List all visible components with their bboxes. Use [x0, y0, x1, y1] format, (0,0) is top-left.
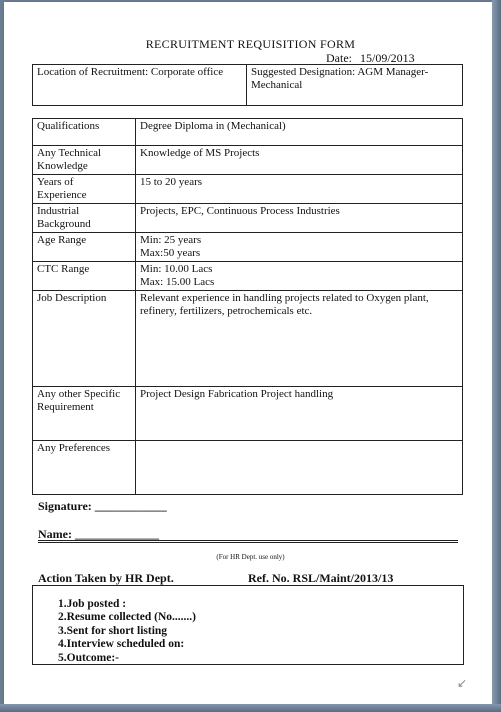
row-label: Any Preferences — [33, 441, 136, 495]
designation-cell: Suggested Designation: AGM Manager- Mechanical — [247, 65, 463, 106]
row-label: Qualifications — [33, 119, 136, 146]
date-label: Date: — [326, 51, 352, 65]
table-row — [33, 262, 463, 291]
table-row — [33, 387, 463, 441]
row-value: Project Design Fabrication Project handling — [136, 387, 463, 441]
hr-steps-list — [58, 598, 196, 665]
form-title: RECRUITMENT REQUISITION FORM — [145, 37, 356, 51]
row-label: Years of Experience — [33, 175, 136, 204]
table-row — [33, 204, 463, 233]
date-value: 15/09/2013 — [360, 51, 415, 65]
row-value: Knowledge of MS Projects — [136, 146, 463, 175]
list-item: 1.Job posted : — [58, 598, 127, 610]
viewer-background-bottom — [0, 704, 501, 712]
location-cell: Location of Recruitment: Corporate office — [33, 65, 247, 106]
row-label: CTC Range — [33, 262, 136, 291]
hr-note: (For HR Dept. use only) — [216, 553, 285, 561]
row-value: Relevant experience in handling projects related to Oxygen plant, refinery, fertilizers, petrochemicals etc. — [136, 291, 463, 387]
details-table — [32, 118, 463, 495]
row-value: Projects, EPC, Continuous Process Industries — [136, 204, 463, 233]
row-label: Any other Specific Requirement — [33, 387, 136, 441]
table-row — [33, 146, 463, 175]
row-label: Any Technical Knowledge — [33, 146, 136, 175]
reference-number: Ref. No. RSL/Maint/2013/13 — [248, 571, 394, 585]
action-label: Action Taken by HR Dept. — [38, 571, 174, 585]
row-label: Age Range — [33, 233, 136, 262]
pen-icon[interactable]: ↙ — [457, 676, 468, 690]
row-value: Degree Diploma in (Mechanical) — [136, 119, 463, 146]
separator-line — [38, 540, 458, 543]
row-label: Industrial Background — [33, 204, 136, 233]
row-label: Job Description — [33, 291, 136, 387]
list-item: 5.Outcome:- — [58, 651, 119, 664]
list-item: 3.Sent for short listing — [58, 624, 168, 637]
table-row — [33, 441, 463, 495]
table-row — [33, 119, 463, 146]
row-value: Min: 10.00 Lacs Max: 15.00 Lacs — [136, 262, 463, 291]
name-line: Name: ______________ — [38, 527, 159, 541]
table-row — [33, 233, 463, 262]
list-item: 2.Resume collected (No.......) — [58, 611, 196, 624]
row-value: Min: 25 years Max:50 years — [136, 233, 463, 262]
table-row — [33, 175, 463, 204]
table-row — [33, 291, 463, 387]
header-table — [32, 64, 463, 106]
list-item: 4.Interview scheduled on: — [58, 638, 185, 651]
signature-line: Signature: ____________ — [38, 499, 167, 513]
row-value: 15 to 20 years — [136, 175, 463, 204]
viewer-background-right — [492, 0, 501, 712]
row-value — [136, 441, 463, 495]
